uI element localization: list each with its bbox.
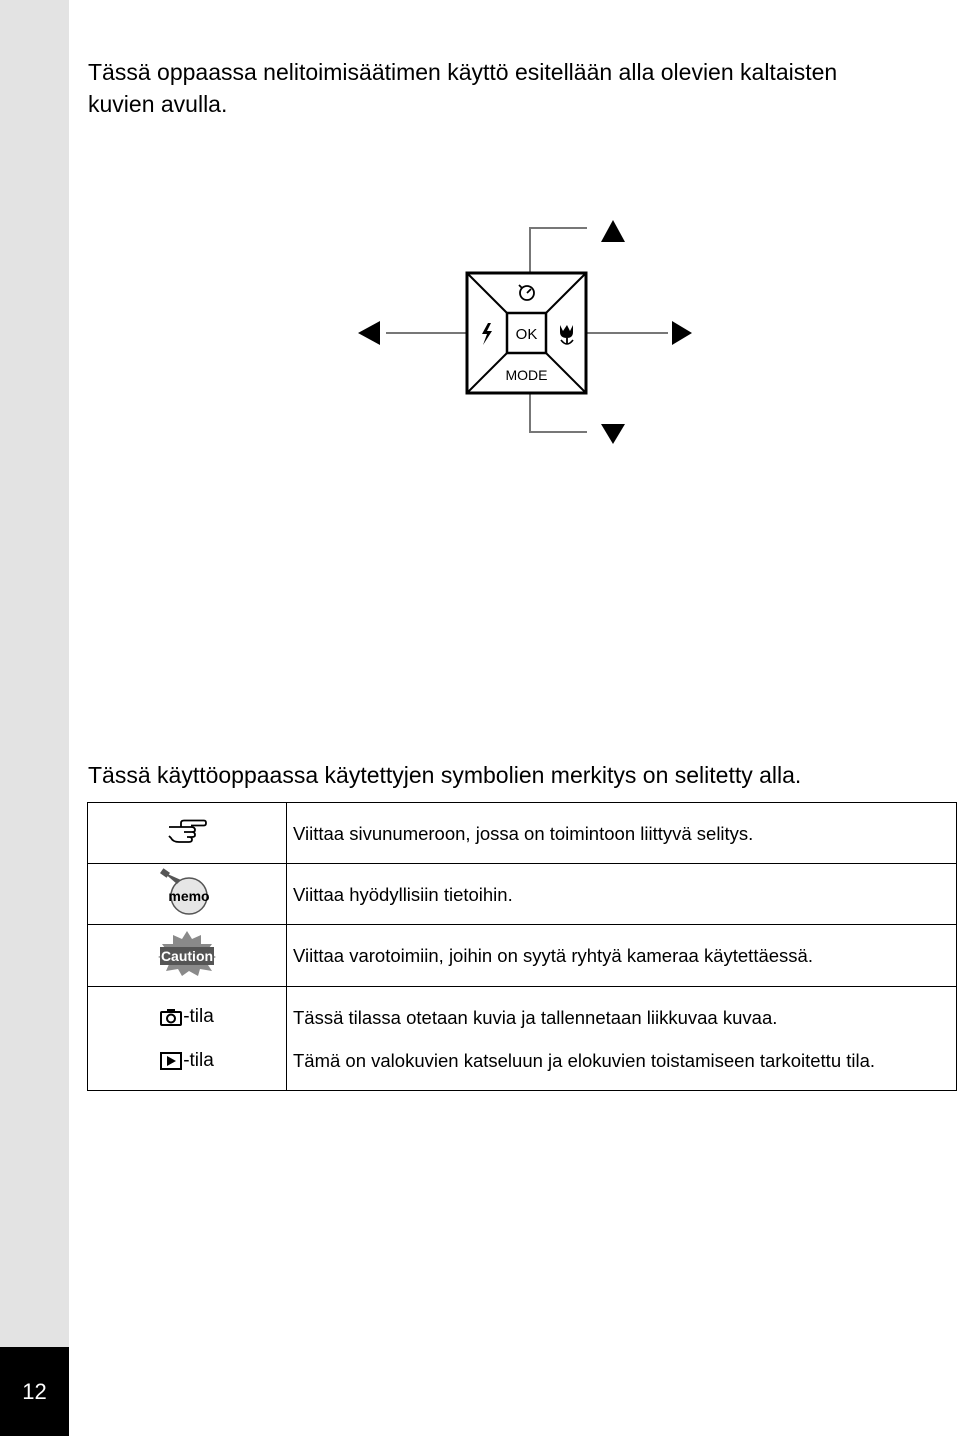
svg-text:memo: memo — [168, 887, 210, 904]
caution-icon — [154, 929, 220, 977]
down-arrow-icon — [601, 424, 625, 444]
svg-text:Caution: Caution — [160, 948, 214, 964]
icon-cell — [88, 864, 287, 925]
description-cell — [287, 987, 957, 1091]
table-row — [88, 987, 957, 1091]
description-cell — [287, 925, 957, 987]
memo-icon — [157, 868, 217, 916]
symbols-heading: Tässä käyttöoppaassa käytettyjen symbolien merkitys on selitetty alla. — [88, 762, 802, 788]
intro-paragraph: Tässä oppaassa nelitoimisäätimen käyttö esitellään alla olevien kaltaisten kuvien avulla. — [88, 59, 838, 117]
playback-icon — [160, 1052, 182, 1070]
reference-description: Viittaa sivunumeroon, jossa on toimintoon liittyvä selitys. — [293, 822, 754, 844]
down-callout-line — [530, 394, 587, 432]
description-cell — [287, 864, 957, 925]
icon-cell — [88, 987, 287, 1091]
mode-label: MODE — [505, 367, 548, 383]
table-row — [88, 803, 957, 864]
right-arrow-icon — [672, 321, 692, 345]
capture-mode-description: Tässä tilassa otetaan kuvia ja tallennetaan liikkuvaa kuvaa. — [293, 1006, 778, 1028]
description-cell — [287, 803, 957, 864]
left-arrow-icon — [358, 321, 380, 345]
table-row — [88, 925, 957, 987]
capture-mode-label: -tila — [88, 1006, 286, 1028]
up-callout-line — [530, 228, 587, 274]
up-arrow-icon — [601, 220, 625, 242]
side-margin-bar — [0, 0, 69, 1436]
memo-description: Viittaa hyödyllisiin tietoihin. — [293, 883, 513, 905]
playback-mode-description: Tämä on valokuvien katseluun ja elokuvien toistamiseen tarkoitettu tila. — [293, 1049, 876, 1071]
symbols-table — [87, 802, 957, 1091]
icon-cell — [88, 925, 287, 987]
icon-cell — [88, 803, 287, 864]
pointing-hand-icon — [167, 819, 207, 843]
four-way-controller-diagram — [350, 212, 700, 452]
table-row — [88, 864, 957, 925]
playback-mode-label: -tila — [88, 1050, 286, 1072]
camera-icon — [160, 1008, 182, 1026]
page-number: 12 — [0, 1347, 69, 1436]
ok-label: OK — [515, 326, 538, 343]
caution-description: Viittaa varotoimiin, joihin on syytä ryhtyä kameraa käytettäessä. — [293, 945, 813, 966]
